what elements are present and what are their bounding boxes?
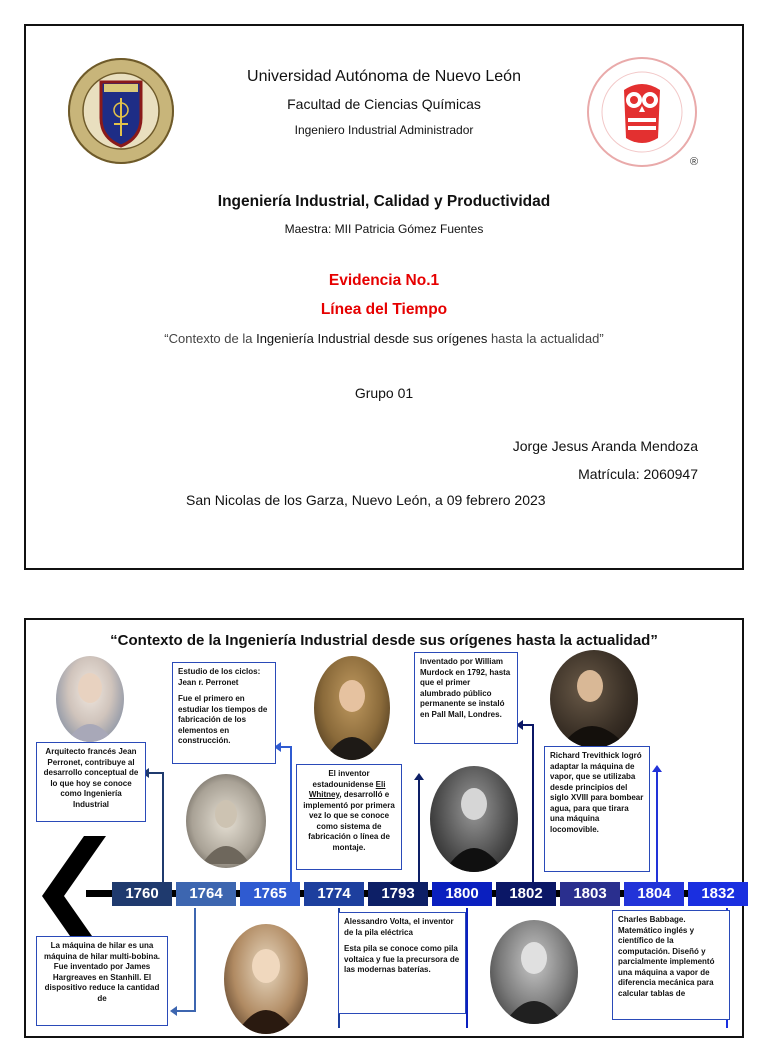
place-date: San Nicolas de los Garza, Nuevo León, a 09 febrero 2023 [186,492,546,508]
timeline-page [24,618,744,1038]
year-1802: 1802 [496,882,556,906]
connector-1800 [466,908,468,1028]
year-1793: 1793 [368,882,428,906]
year-1765: 1765 [240,882,300,906]
cover-page [24,24,744,570]
box-murdock: Inventado por William Murdock en 1792, hasta que el primer alumbrado público permanente se instaló en Pall Mall, Londres. [414,652,518,744]
box-babbage [612,910,730,1020]
box-volta-title: Alessandro Volta, el inventor de la pila eléctrica [344,917,454,937]
box-perronet-study-line2: Jean r. Perronet [178,677,239,687]
student-id: Matrícula: 2060947 [578,466,698,482]
year-1804: 1804 [624,882,684,906]
arrow-up-icon [414,773,424,780]
teacher-name: Maestra: MII Patricia Gómez Fuentes [284,222,484,236]
arrow-up-icon [652,765,662,772]
box-volta [338,912,466,1014]
context-quote [26,331,742,346]
box-whitney-post: , desarrolló e implementó por primera vez lo que se conoce como sistema de fabricación o línea de montaje. [303,790,395,852]
group-label: Grupo 01 [354,385,414,401]
portrait-babbage [490,920,578,1024]
connector-1760 [162,772,164,882]
connector-1760-h [148,772,164,774]
portrait-murdock [430,766,518,872]
quote-close: hasta la actualidad” [487,331,604,346]
quote-open: “Contexto de la [164,331,257,346]
portrait-engraving-1764 [186,774,266,868]
year-1764: 1764 [176,882,236,906]
connector-1765 [290,746,292,882]
box-whitney-pre: El inventor estadounidense [312,769,376,789]
connector-1765-h [280,746,292,748]
box-whitney-name: Eli Whitney [308,779,386,799]
box-trevithick: Richard Trevithick logró adaptar la máquina de vapor, que se utilizaba desde principios del siglo XVIII para bombear agua, para que tirara una máquina locomovible. [544,746,650,872]
connector-1804 [656,772,658,882]
course-title: Ingeniería Industrial, Calidad y Productividad [217,193,551,210]
box-perronet-architect: Arquitecto francés Jean Perronet, contribuye al desarrollo conceptual de lo que hoy se conoce como Ingeniería Industrial [36,742,146,822]
portrait-whitney [314,656,390,760]
arrow-left-icon [170,1006,177,1016]
portrait-hargreaves [224,924,308,1034]
university-name: Universidad Autónoma de Nuevo León [247,68,521,85]
student-name: Jorge Jesus Aranda Mendoza [512,438,698,454]
year-1774: 1774 [304,882,364,906]
connector-1764-h [176,1010,196,1012]
registered-mark: ® [690,156,699,168]
portrait-trevithick [550,650,638,748]
year-1800: 1800 [432,882,492,906]
box-whitney [296,764,402,870]
year-1832: 1832 [688,882,748,906]
timeline-subtitle: Línea del Tiempo [320,301,448,318]
evidence-title: Evidencia No.1 [328,272,440,289]
box-perronet-study-line1: Estudio de los ciclos: [178,667,261,676]
box-babbage-body: Matemático inglés y científico de la computación. Diseñó y parcialmente implementó una máquina a vapor de diferencia mecánica para calcular tablas de [618,925,715,998]
program-name: Ingeniero Industrial Administrador [294,123,474,137]
box-perronet-study-body: Fue el primero en estudiar los tiempos de fabricación de los elementos en construcción. [178,694,268,745]
faculty-name: Facultad de Ciencias Químicas [287,96,481,112]
box-volta-body: Esta pila se conoce como pila voltaica y fue la precursora de las modernas baterías. [344,944,460,974]
connector-1802-h [522,724,534,726]
timeline-title: “Contexto de la Ingeniería Industrial desde sus orígenes hasta la actualidad” [110,632,658,649]
connector-1793 [418,780,420,882]
year-1803: 1803 [560,882,620,906]
box-hargreaves: La máquina de hilar es una máquina de hilar multi-bobina. Fue inventado por James Hargreaves en Stanhill. El dispositivo reduce la cantidad de [36,936,168,1026]
connector-1764 [194,908,196,1012]
connector-1802 [532,724,534,882]
year-1760: 1760 [112,882,172,906]
box-babbage-name: Charles Babbage. [618,915,686,924]
box-perronet-study [172,662,276,764]
quote-mid: Ingeniería Industrial desde sus orígenes [256,331,488,346]
portrait-perronet [56,656,124,742]
